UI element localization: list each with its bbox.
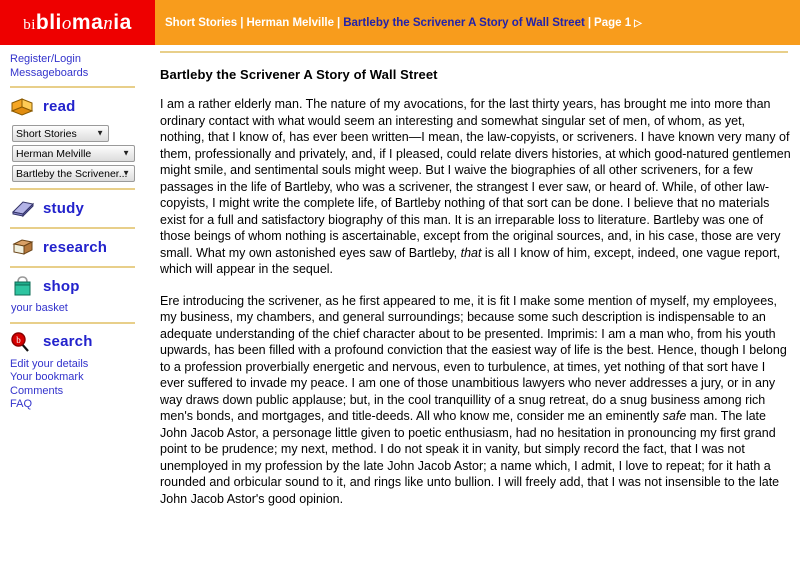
chevron-down-icon: ▼ [122,168,130,178]
breadcrumb-item[interactable]: Short Stories [165,16,238,29]
sidebar-section-label: search [43,333,93,350]
breadcrumb-separator: | [587,16,592,29]
logo-glyph: b [23,17,32,33]
category-select-wrap[interactable] [10,122,109,142]
shopping-bag-icon [10,275,36,297]
breadcrumb-item[interactable]: Herman Melville [246,16,335,29]
sidebar-divider [10,322,135,324]
breadcrumb-separator: | [337,16,341,29]
sidebar-section-research[interactable] [10,234,145,260]
basket-link[interactable]: your basket [11,302,68,314]
study-book-icon [10,197,36,219]
page-title: Bartleby the Scrivener A Story of Wall Street [160,67,438,82]
chevron-down-icon: ▼ [122,148,130,158]
author-select-wrap[interactable] [10,142,135,162]
magnifier-icon [10,331,36,353]
title-select[interactable] [12,165,135,182]
paragraph-text: Ere introducing the scrivener, as he first appeared to me, it is fit I make some mention of myself, my employees, my business, my chambers, and general surroundings; because some such description is indispensable to an adequate understanding of the chief character about to be presented. Imprimis: I am a man who, from his youth upwards, has been filled with a profound conviction that the easiest way of life is the best. Hence, though I belong to a profession proverbially energetic and nervous, even to turbulence, at times, yet nothing of that sort have I ever suffered to invade my peace. I am one of those unambitious lawyers who never addresses a jury, or in any way draws down public applause; but, in the cool tranquillity of a snug retreat, do a snug business among rich men's bonds, and mortgages, and title-deeds. All who know me, consider me an eminently [160,293,787,423]
logo-glyph: i [31,17,36,33]
sidebar-section-label: study [43,199,85,217]
main-content [160,45,792,588]
sidebar-section-label: research [43,238,108,256]
sidebar-divider [10,188,135,190]
logo-glyph: ia [113,11,132,34]
sidebar-section-study[interactable] [10,195,145,221]
sidebar-section-shop[interactable] [10,273,145,299]
sidebar-item-messageboards[interactable]: Messageboards [10,66,89,79]
paragraph-text: I am a rather elderly man. The nature of my avocations, for the last thirty years, has brought me into more than ordinary contact with what would seem an interesting and somewhat singular set of men, of whom, as yet, nothing, that I know of, has ever been written—I mean, the law-copyists, or scriveners. I have known very many of them, professionally and privately, and, if I pleased, could relate divers histories, at which good-natured gentlemen might smile, and sentimental souls might weep. But I waive the biographies of all other scriveners, for a few passages in the life of Bartleby, who was a scrivener, the strangest I ever saw, or heard of. While, of other law-copyists, I might write the complete life, of Bartleby nothing of that sort can be done. I believe that no materials exist for a full and satisfactory biography of this man. It is an irreparable loss to literature. Bartleby was one of those beings of whom nothing is ascertainable, except from the original sources, and, in his case, those are very small. What my own astonished eyes saw of Bartleby, [160,97,791,260]
sidebar-section-search[interactable] [10,329,145,355]
body-paragraph [160,293,792,508]
breadcrumb-navbar [155,0,800,45]
site-logo-text [23,12,132,33]
logo-glyph: bli [35,11,62,34]
open-book-icon [10,95,36,117]
sidebar-divider [10,266,135,268]
sidebar-section-label: read [43,97,76,115]
sidebar-section-read[interactable] [10,93,145,119]
masthead [0,0,800,45]
logo-glyph: o [61,13,72,34]
author-select[interactable] [12,145,135,162]
sidebar [0,45,145,588]
breadcrumb [165,17,642,29]
sidebar-section-label: shop [43,277,80,295]
sidebar-item-comments[interactable]: Comments [10,384,64,397]
title-select-wrap[interactable] [10,162,135,182]
document-body [160,96,792,507]
content-area [0,45,800,588]
research-book-icon [10,236,36,258]
paragraph-text: is all I know of him, except, indeed, one vague report, which will appear in the sequel. [160,245,781,276]
sidebar-divider [10,86,135,88]
logo-glyph: n [103,13,114,34]
site-logo[interactable] [0,0,155,45]
breadcrumb-separator: | [240,16,244,29]
sidebar-item-register-login[interactable]: Register/Login [10,53,81,65]
content-divider [160,51,788,53]
sidebar-item-your-bookmark[interactable]: Your bookmark [10,371,84,383]
breadcrumb-item[interactable]: Bartleby the Scrivener A Story of Wall Street [343,16,585,29]
emphasis-text: that [460,245,482,260]
emphasis-text: safe [662,409,687,423]
body-paragraph [160,96,792,278]
paragraph-text: man. The late John Jacob Astor, a personage little given to poetic enthusiasm, had no hesitation in pronouncing my first grand point to be prudence; my next, method. I do not speak it in vanity, but simply record the fact, that I was not unemployed in my profession by the late John Jacob Astor; a name which, I admit, I love to repeat; for it hath a rounded and orbicular sound to it, and rings like unto bullion. I will freely add, that I was not insensible to the late John Jacob Astor's good opinion. [160,409,780,506]
next-page-arrow-icon[interactable]: ▷ [634,17,642,29]
sidebar-item-edit-your-details[interactable]: Edit your details [10,357,89,370]
sidebar-item-faq[interactable]: FAQ [10,398,33,410]
logo-glyph: ma [71,11,104,34]
category-select[interactable] [12,125,109,142]
breadcrumb-item[interactable]: Page 1 [594,16,632,29]
chevron-down-icon: ▼ [96,128,104,138]
sidebar-divider [10,227,135,229]
svg-text:b: b [16,334,21,345]
